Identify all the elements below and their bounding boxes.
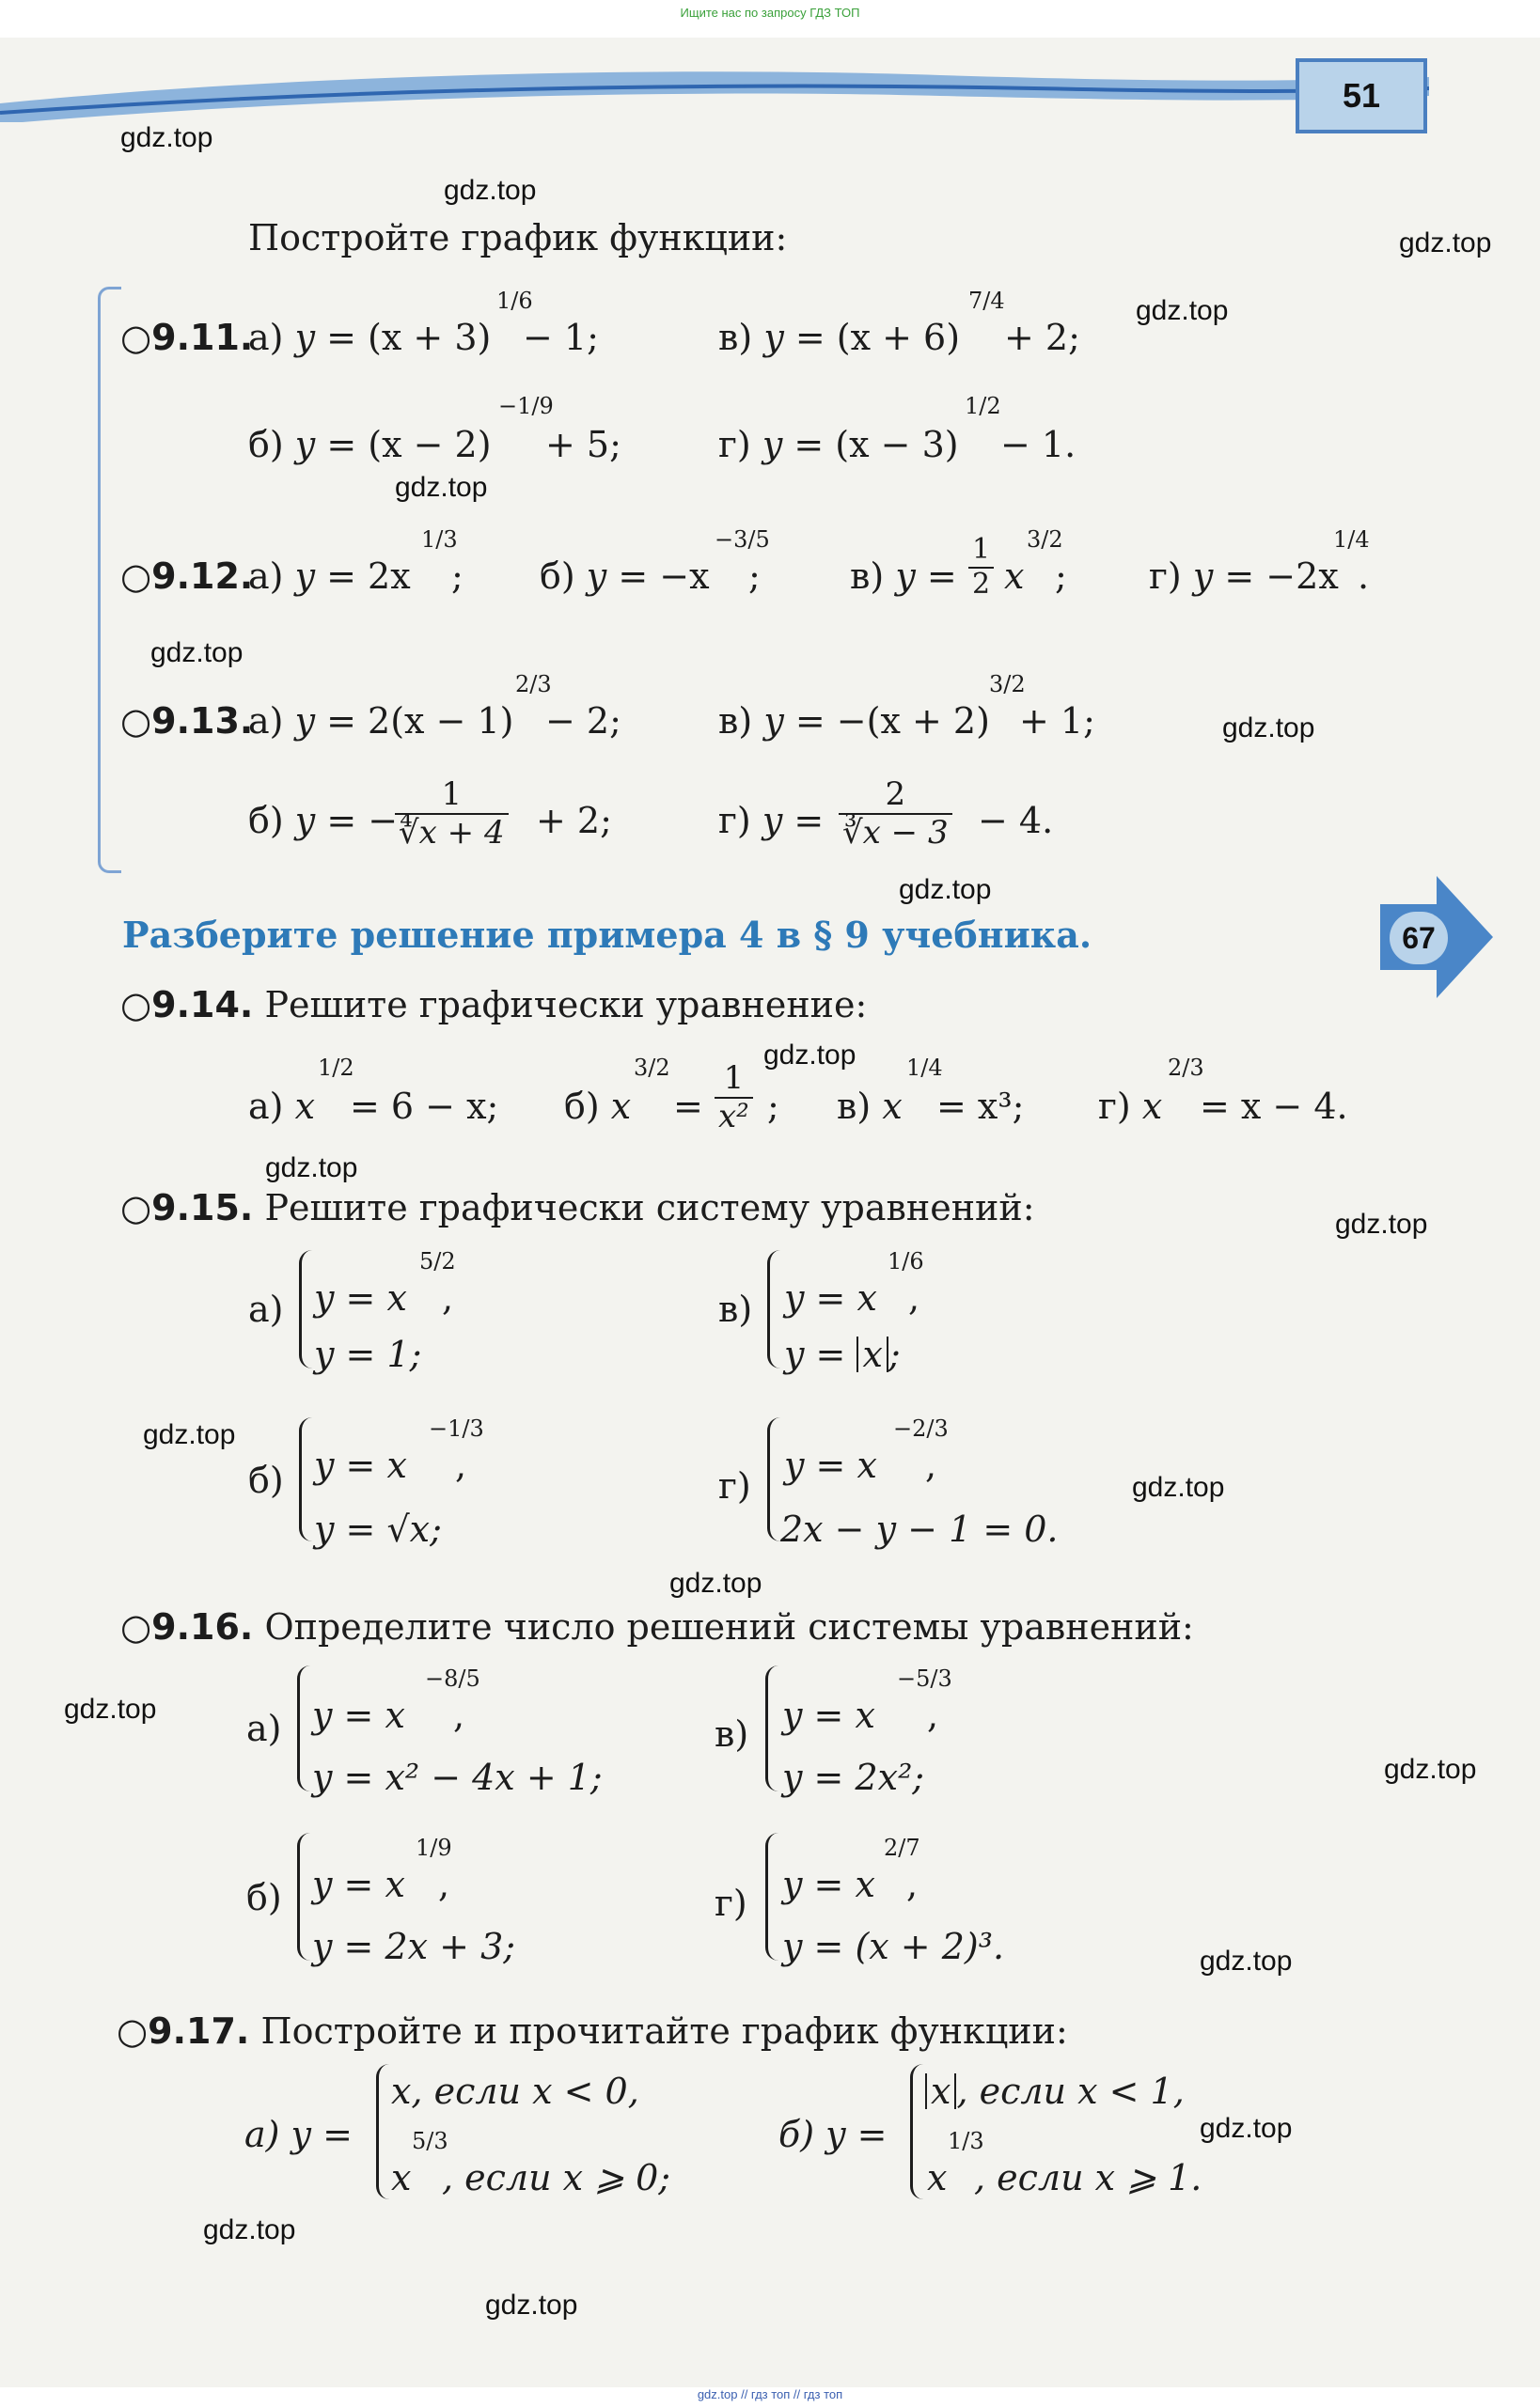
page-reference-number: 67: [1390, 912, 1448, 964]
watermark: gdz.top: [1132, 1472, 1225, 1503]
watermark: gdz.top: [444, 175, 537, 206]
watermark: gdz.top: [64, 1694, 157, 1725]
page-number: 51: [1296, 58, 1427, 133]
watermark: gdz.top: [1335, 1209, 1428, 1240]
watermark: gdz.top: [1384, 1754, 1477, 1785]
section-intro: Постройте график функции:: [248, 217, 788, 258]
group-bracket: [98, 287, 121, 873]
watermark: gdz.top: [1136, 295, 1229, 326]
watermark: gdz.top: [1200, 1946, 1293, 1977]
watermark: gdz.top: [1399, 227, 1492, 258]
watermark: gdz.top: [669, 1568, 762, 1599]
watermark: gdz.top: [265, 1152, 358, 1183]
header-band: [0, 38, 1429, 122]
top-note: Ищите нас по запросу ГДЗ ТОП: [680, 6, 860, 20]
watermark: gdz.top: [120, 122, 213, 153]
watermark: gdz.top: [485, 2290, 578, 2321]
watermark: gdz.top: [203, 2214, 296, 2245]
watermark: gdz.top: [899, 874, 992, 905]
watermark: gdz.top: [395, 472, 488, 503]
watermark: gdz.top: [143, 1419, 236, 1450]
watermark: gdz.top: [1200, 2113, 1293, 2144]
watermark: gdz.top: [1222, 712, 1315, 743]
bottom-note: gdz.top // гдз топ // гдз топ: [697, 2387, 843, 2401]
watermark: gdz.top: [150, 637, 244, 668]
solution-hint: Разберите решение примера 4 в § 9 учебника.: [122, 914, 1092, 956]
watermark: gdz.top: [763, 1040, 856, 1071]
